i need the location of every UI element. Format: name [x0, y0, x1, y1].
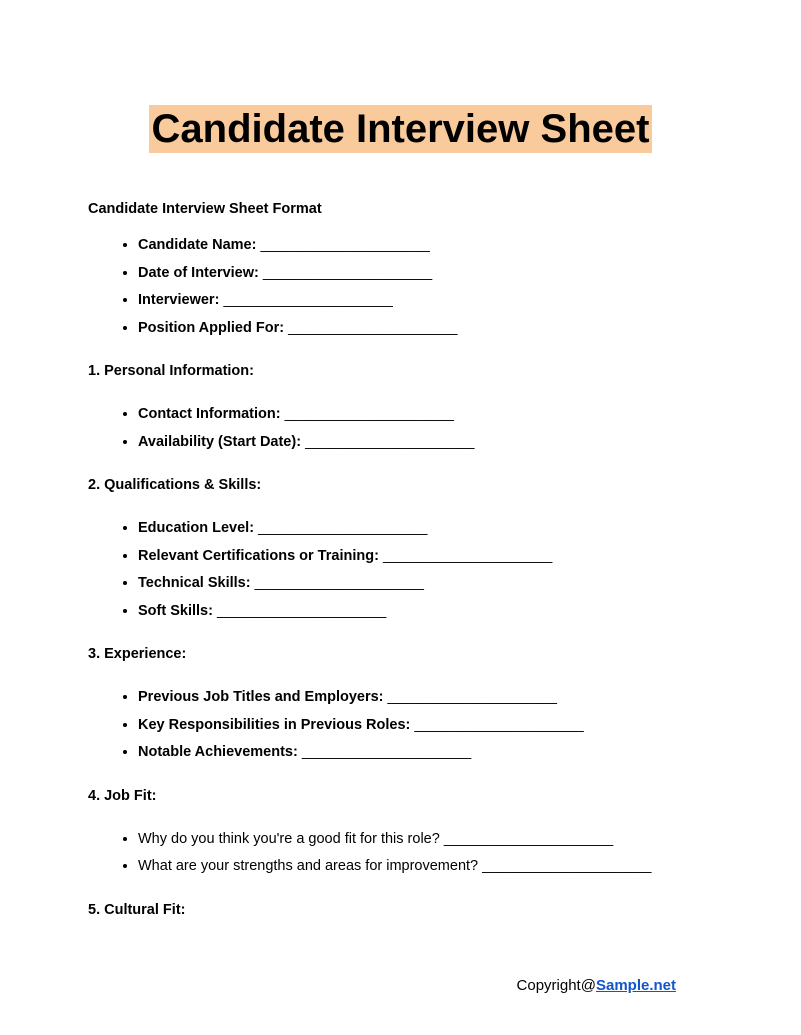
footer-copyright-text: Copyright@: [516, 977, 596, 994]
section-heading-cultural-fit: 5. Cultural Fit:: [88, 901, 186, 918]
list-item-label: Education Level:: [138, 520, 255, 536]
blank-line: _____________________: [262, 264, 433, 281]
blank-line: _____________________: [382, 547, 553, 564]
list-item-label: Relevant Certifications or Training:: [138, 547, 379, 564]
document-subtitle: Candidate Interview Sheet Format: [88, 201, 322, 217]
list-item: [138, 598, 713, 626]
list-item: [138, 739, 713, 767]
blank-line: _____________________: [387, 689, 557, 705]
list-item: [138, 429, 713, 457]
document-content: [0, 105, 801, 919]
list-item: [138, 853, 713, 881]
list-item-label: Date of Interview:: [138, 264, 259, 281]
blank-line: _____________________: [482, 858, 652, 874]
experience-bullet-list: [88, 684, 713, 767]
list-item: [138, 570, 713, 598]
section-heading-experience: 3. Experience:: [88, 646, 187, 662]
footer-sample-net-link[interactable]: Sample.net: [595, 977, 676, 994]
blank-line: _____________________: [260, 237, 430, 253]
blank-line: _____________________: [305, 433, 475, 450]
personal-information-bullet-list: [88, 401, 713, 456]
qualifications-skills-bullet-list: [88, 515, 713, 625]
list-item: [138, 712, 713, 740]
list-item-label: Notable Achievements:: [138, 744, 298, 760]
title-wrapper: [88, 105, 713, 153]
list-item: [138, 315, 713, 343]
list-item: [138, 401, 713, 429]
section-heading-job-fit: 4. Job Fit:: [88, 787, 157, 804]
blank-line: _____________________: [223, 292, 393, 308]
list-item: [138, 826, 713, 854]
blank-line: _____________________: [301, 744, 472, 760]
list-item-label: Previous Job Titles and Employers:: [138, 689, 384, 705]
blank-line: _____________________: [414, 716, 584, 733]
list-item: [138, 543, 713, 571]
blank-line: _____________________: [254, 575, 424, 591]
list-item: [138, 287, 713, 315]
list-item-label: Position Applied For:: [138, 319, 285, 336]
list-item: [138, 684, 713, 712]
list-item-label: Interviewer:: [138, 292, 220, 308]
list-item-question: Why do you think you're a good fit for this role?: [138, 830, 440, 847]
blank-line: _____________________: [258, 520, 428, 536]
blank-line: _____________________: [284, 406, 454, 422]
list-item-label: Candidate Name:: [138, 237, 257, 253]
list-item: [138, 232, 713, 260]
blank-line: _____________________: [288, 319, 458, 336]
list-item-label: Technical Skills:: [138, 575, 251, 591]
list-item-label: Soft Skills:: [138, 602, 213, 619]
list-item-label: Contact Information:: [138, 406, 281, 422]
blank-line: _____________________: [216, 602, 387, 619]
list-item: [138, 260, 713, 288]
list-item-label: Key Responsibilities in Previous Roles:: [138, 716, 411, 733]
intro-bullet-list: [88, 232, 713, 342]
document-title: Candidate Interview Sheet: [149, 105, 653, 153]
list-item-label: Availability (Start Date):: [138, 433, 302, 450]
section-heading-personal-information: 1. Personal Information:: [88, 363, 254, 379]
blank-line: _____________________: [443, 830, 614, 847]
job-fit-bullet-list: [88, 826, 713, 881]
list-item: [138, 515, 713, 543]
footer: [517, 977, 676, 995]
list-item-question: What are your strengths and areas for improvement?: [138, 858, 479, 874]
section-heading-qualifications-skills: 2. Qualifications & Skills:: [88, 477, 262, 493]
